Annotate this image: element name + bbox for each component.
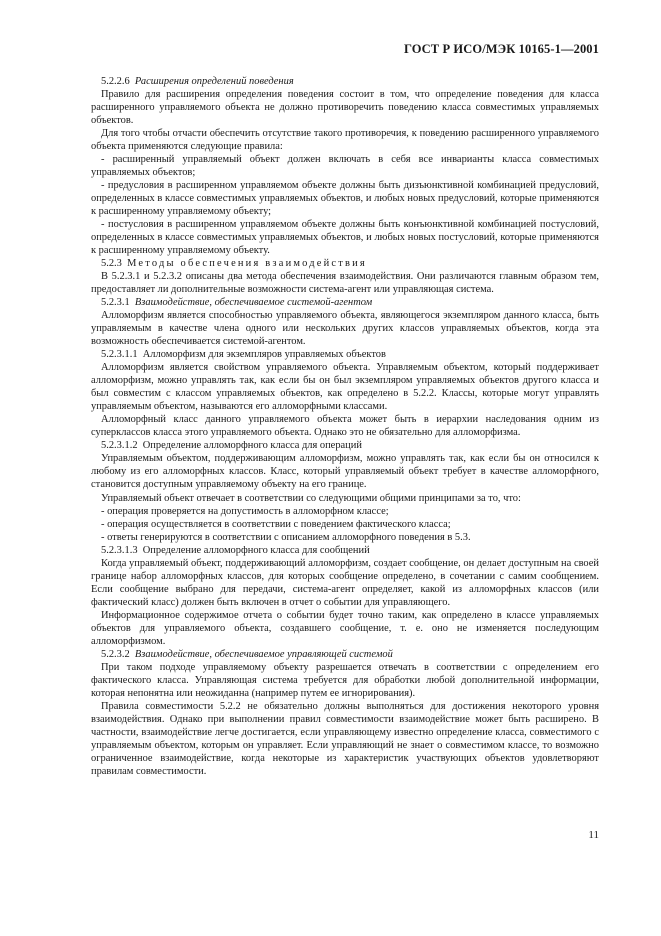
page-number: 11 [588, 829, 599, 841]
section-heading [91, 348, 599, 361]
section-number: 5.2.3 [101, 258, 122, 270]
paragraph: - ответы генерируются в соответствии с описанием алломорфного поведения в 5.3. [101, 531, 471, 543]
section-number: 5.2.3.1 [101, 297, 130, 309]
section-title: Расширения определений поведения [134, 76, 294, 87]
section-heading [91, 296, 599, 309]
paragraph: - постусловия в расширенном управляемом объекте должны быть конъюнктивной комбинацией постусловий, определенных в классе совместимых управляемых объектов, и любых новых постусловий, которые применяются к расширенному управляемому объекту. [91, 219, 599, 257]
section-title: Определение алломорфного класса для сообщений [142, 544, 370, 556]
section-number: 5.2.2.6 [101, 76, 130, 87]
section-number: 5.2.3.1.1 [101, 349, 138, 361]
section-heading [91, 648, 599, 661]
paragraph: - предусловия в расширенном управляемом объекте должны быть дизъюнктивной комбинацией предусловий, определенных в классе совместимых управляемых объектов, и любых новых предусловий, которые применяются к расширенному управляемому объекту; [91, 180, 599, 218]
paragraph: - операция проверяется на допустимость в алломорфном классе; [101, 505, 389, 517]
section-heading [91, 257, 599, 270]
section-heading [91, 75, 599, 88]
section-number: 5.2.3.1.2 [101, 440, 138, 452]
paragraph: Управляемый объект отвечает в соответствии со следующими общими принципами за то, что: [101, 492, 521, 504]
paragraph: При таком подходе управляемому объекту разрешается отвечать в соответствии с определением его фактического класса. Управляющая система требуется для обработки любой дополнительной информации, которая непонятна или неожиданна (например путем ее игнорирования). [91, 661, 599, 699]
paragraph: Правила совместимости 5.2.2 не обязательно должны выполняться для достижения некоторого уровня взаимодействия. Однако при выполнении правил совместимости взаимодействие может быть расширено. В частности, взаимодействие легче достигается, если управляющему известно определение класса, совместимого с управляемым объектом, которым он управляет. Если управляющий не знает о совместимом классе, то возможно ограниченное взаимодействие, когда некоторые из характеристик участвующих объектов удовлетворяют правилам совместимости. [91, 700, 599, 777]
section-heading [91, 544, 599, 557]
section-title: Взаимодействие, обеспечиваемое системой-агентом [134, 297, 373, 309]
paragraph: Управляемым объектом, поддерживающим алломорфизм, можно управлять так, как если бы он относился к любому из его алломорфных классов. Класс, который управляемый объект требует в качестве алломорфного, становится доступным управляемому объекту на его границе. [91, 453, 599, 491]
section-title: Определение алломорфного класса для операций [142, 440, 362, 452]
paragraph: Правило для расширения определения поведения состоит в том, что определение поведения для класса расширенного управляемого объекта не должно противоречить поведению класса совместимых управляемых объектов. [91, 89, 599, 127]
paragraph: Алломорфизм является свойством управляемого объекта. Управляемым объектом, который поддерживает алломорфизм, можно управлять так, как если бы он был экземпляром управляемых объектов другого класса и был совместим с классом управляемых объектов, как определено в 5.2.2. Классы, которые могут управлять управляемым объектом, называются его алломорфными классами. [91, 362, 599, 413]
section-title: Взаимодействие, обеспечиваемое управляющей системой [134, 648, 393, 660]
paragraph: Когда управляемый объект, поддерживающий алломорфизм, создает сообщение, он делает доступным на своей границе набор алломорфных классов, для которых сообщение определено, в сочетании с самим сообщением. Если сообщение выбрано для передачи, система-агент определяет, какой из алломорфных классов (или фактический класс) должен быть включен в отчет о событии для управляющего. [91, 557, 599, 608]
section-heading [91, 439, 599, 452]
paragraph: Информационное содержимое отчета о событии будет точно таким, как определено в классе управляемых объектов для управляемого объекта, создавшего сообщение, т. е. оно не изменяется последующим алломорфизмом. [91, 609, 599, 647]
section-number: 5.2.3.1.3 [101, 544, 138, 556]
document-body [91, 75, 599, 778]
paragraph: Для того чтобы отчасти обеспечить отсутствие такого противоречия, к поведению расширенного управляемого объекта применяются следующие правила: [91, 128, 599, 153]
document-header: ГОСТ Р ИСО/МЭК 10165-1—2001 [403, 42, 599, 56]
paragraph: - операция осуществляется в соответствии с поведением фактического класса; [101, 518, 451, 530]
section-number: 5.2.3.2 [101, 648, 130, 660]
paragraph: В 5.2.3.1 и 5.2.3.2 описаны два метода обеспечения взаимодействия. Они различаются главным образом тем, предоставляет ли дополнительные возможности система-агент или управляющая система. [91, 271, 599, 296]
paragraph: - расширенный управляемый объект должен включать в себя все инварианты класса совместимых управляемых объектов; [91, 154, 599, 179]
paragraph: Алломорфный класс данного управляемого объекта может быть в иерархии наследования одним из суперклассов класса этого управляемого объекта. Однако это не обязательно для алломорфизма. [91, 414, 599, 439]
section-title: Методы обеспечения взаимодействия [127, 258, 367, 270]
section-title: Алломорфизм для экземпляров управляемых объектов [142, 349, 386, 361]
paragraph: Алломорфизм является способностью управляемого объекта, являющегося экземпляром данного класса, быть управляемым в качестве члена одного или нескольких других классов управляемых объектов, когда эта возможность обеспечивается системой-агентом. [91, 310, 599, 348]
